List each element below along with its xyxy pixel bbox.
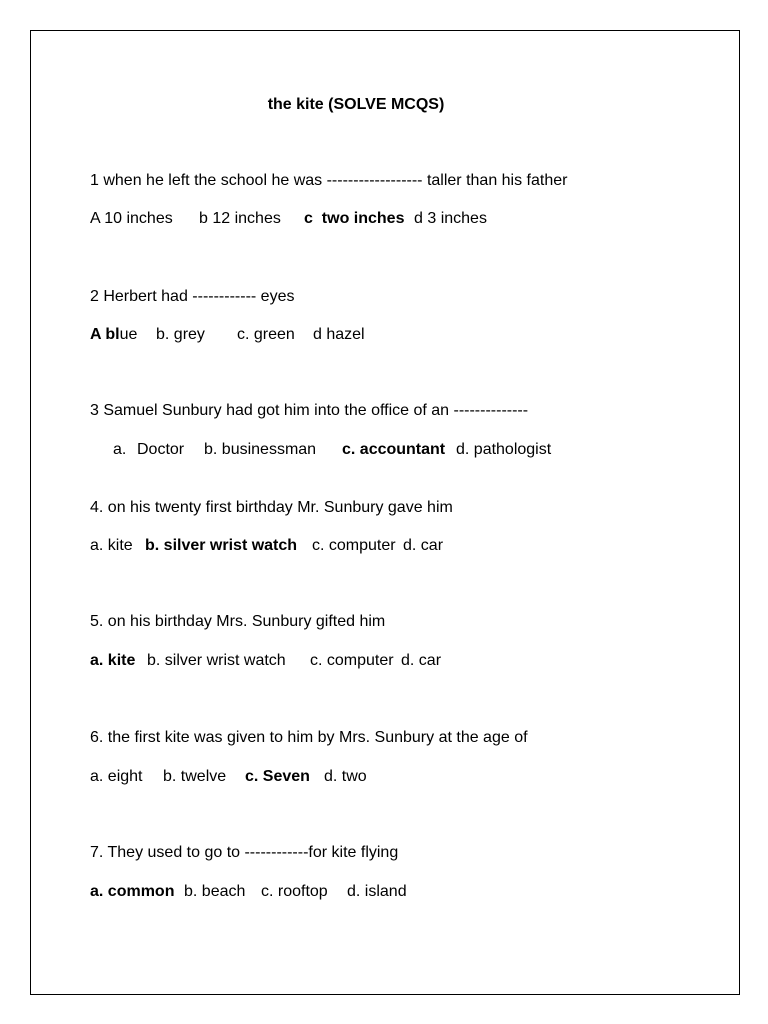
option-7d: d. island [347,883,407,900]
option-2a-plain-run: ue [119,326,138,343]
option-7a: a. common [90,883,175,900]
question-6-text: 6. the first kite was given to him by Mrs. Sunbury at the age of [90,729,528,746]
option-3c: c. accountant [342,441,446,458]
question-7-text: 7. They used to go to ------------for kite flying [90,844,399,861]
question-2-options [0,325,768,345]
option-3b: b. businessman [204,441,317,458]
option-6a: a. eight [90,768,143,785]
question-3-text: 3 Samuel Sunbury had got him into the office of an -------------- [90,402,529,419]
option-5b: b. silver wrist watch [147,652,286,669]
option-3d: d. pathologist [456,441,552,458]
option-4c: c. computer [312,537,396,554]
option-5c: c. computer [310,652,394,669]
question-2-text: 2 Herbert had ------------ eyes [90,288,295,305]
option-5d: d. car [401,652,442,669]
question-5-text: 5. on his birthday Mrs. Sunbury gifted him [90,613,386,630]
option-1d: d 3 inches [414,210,487,227]
option-2c: c. green [237,326,295,343]
option-5a: a. kite [90,652,136,669]
option-4a: a. kite [90,537,133,554]
question-1-text: 1 when he left the school he was ------------------ taller than his father [90,172,568,189]
option-7b: b. beach [184,883,246,900]
question-6-options [0,767,768,787]
option-1c: c two inches [304,210,405,227]
question-4-options [0,536,768,556]
option-6c: c. Seven [245,768,310,785]
option-2a-bold-run: A bl [90,326,120,343]
option-1b: b 12 inches [199,210,281,227]
option-2b: b. grey [156,326,205,343]
option-6b: b. twelve [163,768,227,785]
option-4b: b. silver wrist watch [145,537,298,554]
option-2a [90,325,137,345]
question-4-text: 4. on his twenty first birthday Mr. Sunbury gave him [90,499,453,516]
doc-title: the kite (SOLVE MCQS) [267,96,445,113]
option-3a: Doctor [137,441,185,458]
option-1a: A 10 inches [90,210,173,227]
question-3-options [0,440,768,460]
option-4d: d. car [403,537,444,554]
question-5-options [0,651,768,671]
question-7-options [0,882,768,902]
option-6d: d. two [324,768,367,785]
option-7c: c. rooftop [261,883,328,900]
option-2d: d hazel [313,326,365,343]
option-3a-marker: a. [113,441,127,458]
question-1-options [0,209,768,229]
